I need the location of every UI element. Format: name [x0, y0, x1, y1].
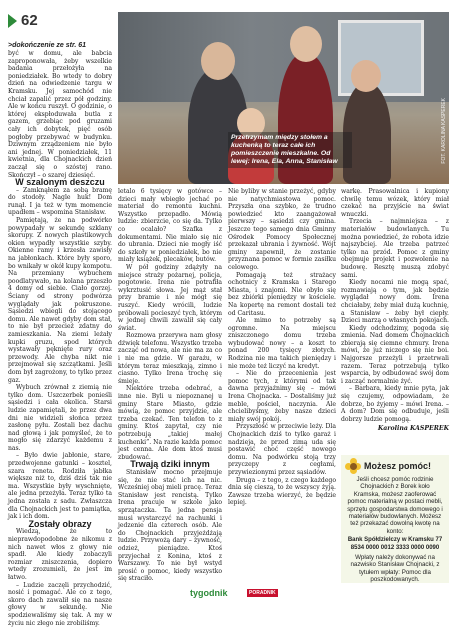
photo-credit: FOT. KAROLINA KASPEREK: [441, 98, 447, 164]
section-heading: Trwają dziki innym: [130, 459, 210, 470]
paragraph: Wiedzą, że to nieprawdopodobne że nikomu z nich nawet włos z głowy nie spadł. Ale kiedy zobaczyli rozmiar zniszczenia, dopiero wtedy zrozumieli, że jest im łatwo.: [8, 528, 112, 581]
paragraph: – Zamknąłem za sobą bramę do stodoły. Nagle huk! Dom runął. I ja też w tym momencie upadłem – wspomina Stanisław.: [8, 186, 112, 217]
column-2: [118, 188, 222, 583]
paragraph: warkę. Prasowalnica i kupiony chwilę temu wózek, który miał czekać na przyjście na świat wnuczki.: [341, 188, 449, 218]
page-number-block: [8, 12, 38, 29]
continuation-note: >dokończenie ze str. 61: [8, 42, 87, 49]
paragraph: – Było dwie jabłonie, stare, przedwojenne gatunki – kosztel, szara reneta. Rodziła jabłka większe niż to, dziś dziś tak nie ma. Wszystkie były wyschnięte, ale jedna przeżyła. Teraz tylko ta jedna została z sadu. Zwłaszcza dla Chojnackich jest to pamiątka, jak i ich dom.: [8, 452, 112, 521]
paragraph: Ale mimo to potrzeby są ogromne. Na miejscu zniszczonego domu trzeba wybudować nowy – a koszt to ponad 200 tysięcy złotych. Rodzina nie ma takich pieniędzy i nie może też liczyć na kredyt.: [228, 317, 336, 370]
paragraph: Niektóre trzeba odebrać, a inne nie. Byli u niepoznanej u gminy Stare Miasto, gdzie mówią, że pomoc przyjdzie, ale trzeba czekać. Ten telefon to z gminy. Ktoś zapytał, czy nie potrzebują „takiej małej kuchenki”. Na razie każda pomoc jest cenna. Ale dom ktoś musi zbudować.: [118, 385, 222, 461]
paragraph: Rozmowa przerywa nam głosy dźwięk telefonu. Wszystko trzeba zacząć od nowa, ale nie ma za co i nie ma gdzie. W garażu, w którym teraz mieszkają, zimno i ciasno. Tylko Irena trochę się śmieje.: [118, 332, 222, 385]
paragraph: Kiedy odchodzimy, pogoda się zmienia. Nad domem Chojnackich zbierają się ciemne chmury. Irena mówi, że już niczego się nie boi. Najgorsze przeżyli i przetrwali razem. Teraz potrzebują tylko wsparcia, by odbudować swój dom i zacząć normalnie żyć.: [341, 324, 449, 385]
paragraph: Trzecia – najmniejsza – z materiałów budowlanych. Tu można powiedzieć, że robota idzie najszybciej. Ale trzeba patrzeć tylko na przód. Pomoc z gminy obejmuje projekt i pozwolenie na budowę. Resztę muszą zdobyć sami.: [341, 218, 449, 279]
help-box: [341, 455, 449, 583]
photo-caption: Przetrzymam między stołem a kuchenką to teraz całe ich pomieszczenie mieszkalne. Od lewej: Irena, Ela, Anna, Stanisław: [228, 132, 352, 168]
flower-icon: [345, 458, 361, 474]
column-1: [8, 50, 112, 627]
paragraph: – Nie do przecenienia jest pomoc tych, z którymi od tak dawna przyjaźnimy się – mówi Irena Chojnacka. – Dostaliśmy już meble, pościel, naczynia. Ale chcielibyśmy, żeby nasze dzieci miały swój pokój.: [228, 370, 336, 423]
column-3: [228, 188, 336, 507]
paragraph: Pamiętają, że na podwórko powypadały w sekundę szklany skorupy. Z nowych plastikowych okien wypadły wszystkie szyby. Okienne ramy i krzesła zawisły na jabłonkach. Które były sporo, bo wnikały w okół kupy kompotu. Na przemiany wybuchem poodlatywało, na kolana przeszło 4 domy od siebie. Ciało gorzej. Ściany od strony podwórza wyglądały jak pokruszone. Sąsiedzi wbiegli do stojącego domu. Ale nawet gdyby dom stał, to nie był przecież zdatny do zamieszkania. Na ziemi leżały kupki gruzu, spod których wystawały pęknięte rury oraz przewody. Ale chyba nikt nie przejmował się szczątkami. Jeśli dom był zagrożony, to tylko przez gaz.: [8, 217, 112, 384]
paragraph: letalo 6 tysięcy w gotówce – dzieci mały wbiegło jechać po materiał do remontu kuchni. Wszystko przepadło. Mówią ludzie: zbierzcie, co się da. Tylko co ocalało? Szafka z dokumentami. Nie miało się nic do ubrania. Dzieci nie mogły iść do szkoły w poniedziałek, bo nie miały książek, plecaków, butów.: [118, 188, 222, 264]
paragraph: Stanisław mocno przejmuje się, że nie stać ich na nic. Wcześniej obaj mieli pracę. Teraz Stanisław jest rencistą. Tylko Irena pracuje w szkole jako sprzątaczka. Ta jedna pensja musi wystarczyć na rachunki i jedzenie dla czterech osób. Ale do Chojnackich przyjeżdżają ludzie. Przywożą dary – żywność, odzież, pieniądze. Ktoś przyjechał z Konina, ktoś z Warszawy. To nie był wstyd prosić o pomoc, kiedy wszystko się straciło.: [118, 468, 222, 583]
photo-window: [338, 20, 424, 96]
help-box-text: Jeśli chcesz pomóc rodzinie Chojnackich z Borek koło Kramska, możesz zaoferować pomoc materialną w postaci mebli, sprzętu gospodarstwa domowego i materiałów budowlanych. Możesz też przekazać dowolną kwotę na konto:: [347, 476, 443, 535]
photo-head-left: [201, 42, 235, 80]
help-box-title: Możesz pomóc!: [364, 461, 432, 471]
photo-head-center: [290, 26, 322, 62]
paragraph: Kiedy nocami nie mogą spać, rozmawiają o tym, jak będzie wyglądał nowy dom. Irena chciałaby, żeby miał dużą kuchnię, a Stanisław – żeby był ciepły. Dzieci marzą o własnych pokojach.: [341, 279, 449, 325]
help-box-header: [341, 455, 449, 474]
page-number: 62: [21, 12, 38, 29]
paragraph: być w domu, ale babcia zaproponowała, żeby wszelkie badania przełożyła na poniedziałek. Bo wtedy to dobry dzień na odwiedzenie targu w Kramsku. Jej samochód nie chciał zapalić przez pół godziny. Ale w końcu ruszył. O godzinie, o której ekspłoduwała butla z gazem, grzebiąc pod gruzami cały ich dobytek, pięć osób pogłoby przebywać w budynku. Dziwnym zrządzeniem nie było ani jednej. W poniedziałek, 11 kwietnia, dla Chojnackich dzień zaczął się o szóstej rano. Skończył – o szarej dziesięć.: [8, 50, 112, 179]
column-4: [341, 188, 449, 433]
paragraph: Przyszłość w przeciwie leży. Dla Chojnackich dziś to tylko garaż i nadzieja, że przed zimą uda się postawić choć część nowego domu. Na podwórku stoją trzy przyczepy z cegłami, przywiezionymi przez sąsiadów.: [228, 423, 336, 476]
author-signature: Karolina KASPEREK: [377, 425, 449, 433]
section-heading: W szalonym deszczu: [15, 177, 105, 188]
bank-account: Bank Spółdzielczy w Kramsku 77 8534 0000 0012 3333 0000 0090: [347, 537, 443, 551]
paragraph: Pomagają też strażacy ochotnicy z Kramska i Starego Miasta, i znajomi. Nie obyło się bez zbiórki pieniędzy w kościele. Na kopertę na remont dostali też od Caritasu.: [228, 271, 336, 317]
help-box-text-2: Wpłaty należy dokonywać na nazwisko Stanisław Chojnacki, z tytułem wpłaty: Pomoc dla poszkodowanych.: [350, 554, 440, 584]
paragraph: – Barbara, kiedy mnie pyta, jak się czujemy, odpowiadam, że dobrze, bo żyjemy – mówi Irena. – A dom? Dom się odbuduje, jeśli dobrzy ludzie pomogą.: [341, 385, 449, 423]
section-heading: Zostały obrazy: [28, 518, 92, 529]
magazine-logo: tygodnik: [190, 588, 228, 598]
paragraph: W pół godziny zdążyły na miejsce straży pożarnej, policja, pogotowie. Irena nie potrafiła wykrztusić słowa. Jej mąż stał przy bramie i nie mógł się ruszyć. Kiedy wrócili, ludzie próbowali pocieszyć tych, którym w jednej chwili zawalił się cały świat.: [118, 263, 222, 332]
paragraph: – Ludzie zaczęli przychodzić, nosić i pomagać. Ale co z tego, skoro dach zawalił się na nasze głowy w sekundę. Nie spodziewaliśmy się tak. A my w życiu nic złego nie zrobiliśmy.: [8, 581, 112, 627]
paragraph: Druga – z tego, z czego każdego dnia się cieszą, to że wszyscy żyją. Zawsze trzeba wierzyć, że będzie lepiej.: [228, 476, 336, 507]
photo-head-right: [351, 60, 381, 92]
arrow-icon: [8, 14, 17, 28]
magazine-badge: PORADNIK: [249, 590, 276, 596]
paragraph: Wybuch zrównał z ziemią nie tylko dom. Uszczerbek ponieśli sąsiedzi i cała okolica. Starsi ludzie zapamiętali, że przez dwa dni nie widzieli słońca przez zasłonę pyłu. Zostali bez dachu nad głową i jak pomyśleć, że to mogło się zdarzyć każdemu z nas.: [8, 384, 112, 452]
paragraph: Nie byliby w stanie przeżyć, gdyby nie natychmiastowa pomoc. Przyszła ona szybko, że trudno powiedzieć kto zaangażował pierwszy – sąsiedzi czy gmina. Jeszcze tego samego dnia Gminny Ośrodek Pomocy Społecznej przekazał ubrania i żywność. Wójt gminy zapewnił, że zostanie przyznana pomoc w formie zasiłku celowego.: [228, 188, 336, 271]
